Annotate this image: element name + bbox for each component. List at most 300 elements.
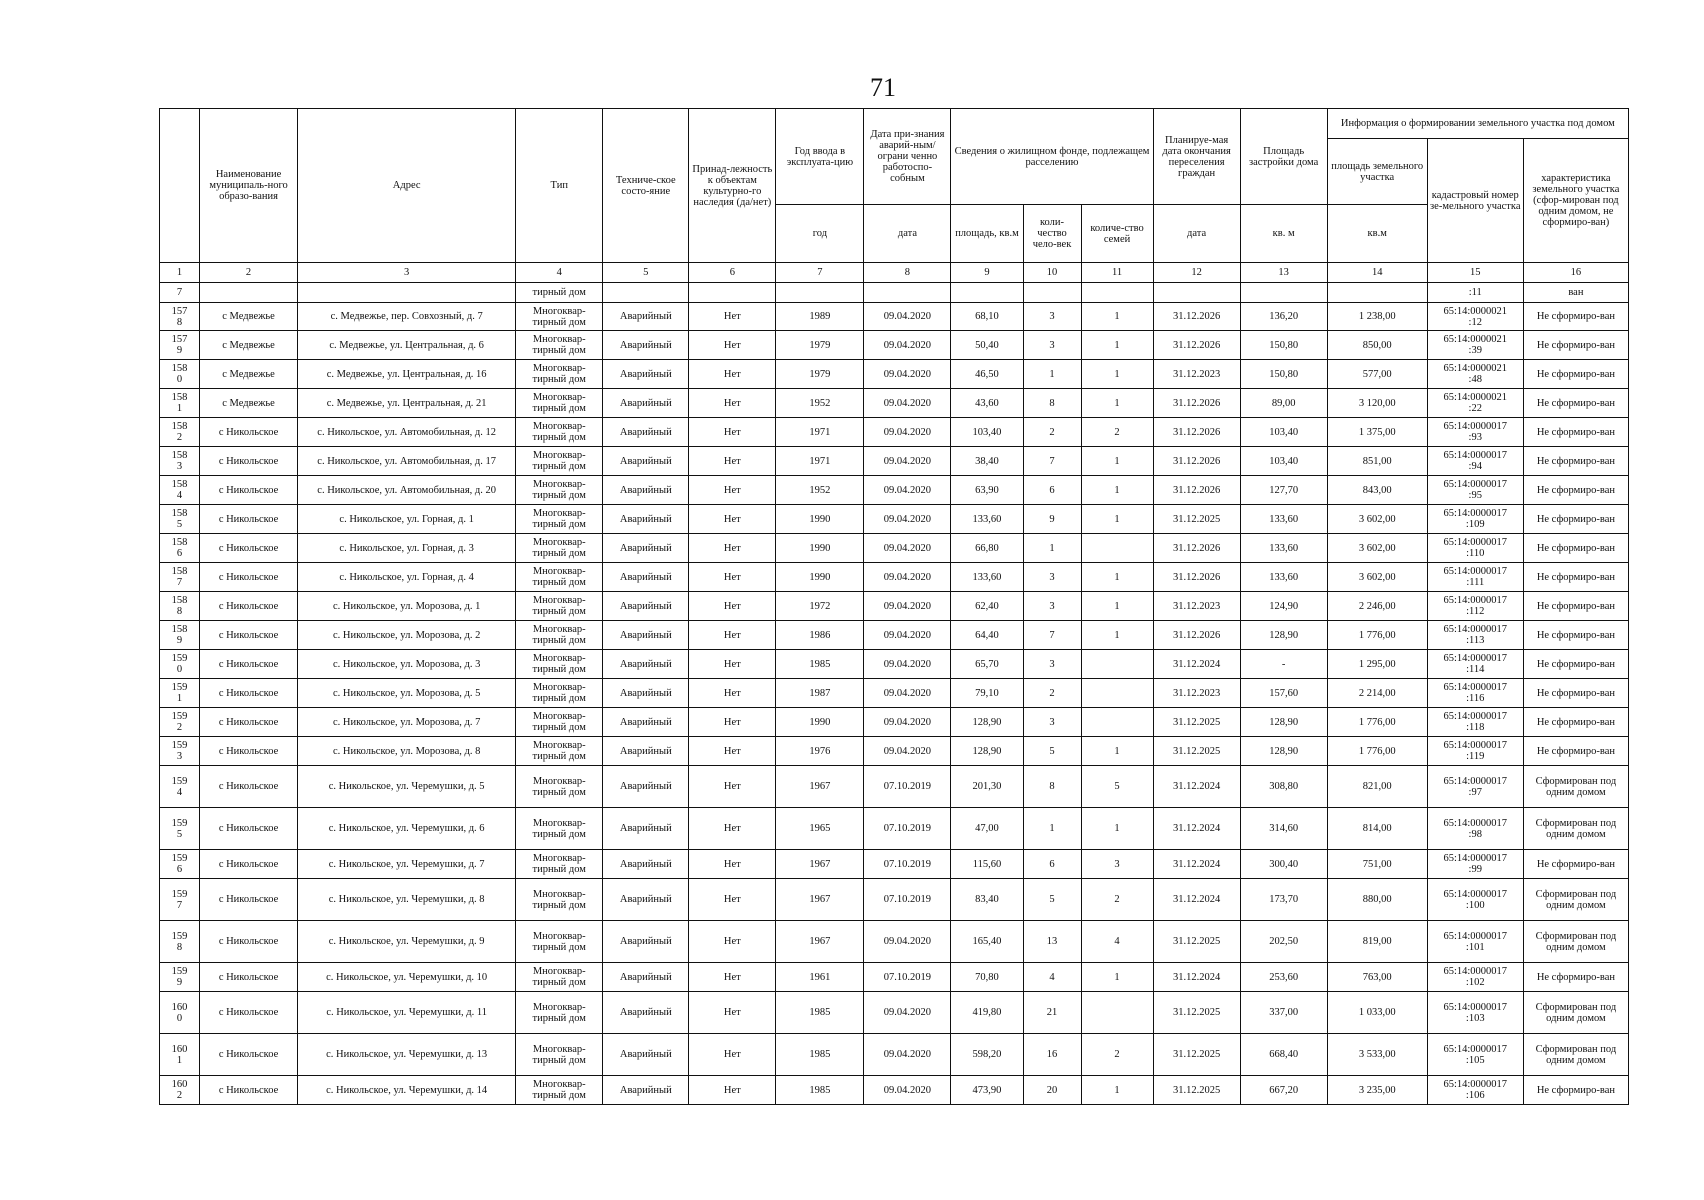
cadastral-cell: 65:14:0000017 :95: [1427, 476, 1523, 505]
people-cell: 8: [1023, 766, 1081, 808]
families-cell: 2: [1081, 1034, 1153, 1076]
column-number: 15: [1427, 263, 1523, 283]
cadastral-cell: 65:14:0000017 :93: [1427, 418, 1523, 447]
carry-cell: тирный дом: [516, 283, 603, 303]
column-number: 2: [200, 263, 298, 283]
page-number: 71: [870, 73, 896, 102]
condition-cell: Аварийный: [603, 766, 689, 808]
families-cell: 1: [1081, 1076, 1153, 1105]
families-cell: [1081, 534, 1153, 563]
families-cell: 2: [1081, 879, 1153, 921]
row-number: 158 7: [160, 563, 200, 592]
planned-date-cell: 31.12.2023: [1153, 679, 1240, 708]
address-cell: с. Медвежье, ул. Центральная, д. 21: [298, 389, 516, 418]
carry-cell: [200, 283, 298, 303]
planned-date-cell: 31.12.2024: [1153, 850, 1240, 879]
table-row: [160, 766, 1629, 808]
people-cell: 4: [1023, 963, 1081, 992]
land-area-cell: 843,00: [1327, 476, 1427, 505]
people-cell: 3: [1023, 650, 1081, 679]
municipality-cell: с Никольское: [200, 850, 298, 879]
families-cell: 1: [1081, 447, 1153, 476]
land-area-cell: 751,00: [1327, 850, 1427, 879]
column-number: 4: [516, 263, 603, 283]
date-cell: 09.04.2020: [864, 418, 951, 447]
year-cell: 1952: [776, 476, 864, 505]
area-cell: 201,30: [951, 766, 1023, 808]
land-status-cell: Не сформиро-ван: [1523, 563, 1628, 592]
table-row: [160, 447, 1629, 476]
building-area-cell: -: [1240, 650, 1327, 679]
land-status-cell: Не сформиро-ван: [1523, 1076, 1628, 1105]
families-cell: 1: [1081, 592, 1153, 621]
column-number: 1: [160, 263, 200, 283]
row-number: 160 1: [160, 1034, 200, 1076]
date-cell: 09.04.2020: [864, 534, 951, 563]
table-row: [160, 737, 1629, 766]
date-cell: 09.04.2020: [864, 992, 951, 1034]
municipality-cell: с Никольское: [200, 592, 298, 621]
planned-date-cell: 31.12.2025: [1153, 505, 1240, 534]
heritage-cell: Нет: [689, 331, 776, 360]
building-area-cell: 173,70: [1240, 879, 1327, 921]
address-cell: с. Никольское, ул. Горная, д. 3: [298, 534, 516, 563]
families-cell: 1: [1081, 737, 1153, 766]
carry-cell: [689, 283, 776, 303]
condition-cell: Аварийный: [603, 737, 689, 766]
land-status-cell: Не сформиро-ван: [1523, 418, 1628, 447]
condition-cell: Аварийный: [603, 505, 689, 534]
families-cell: 3: [1081, 850, 1153, 879]
land-status-cell: Сформирован под одним домом: [1523, 766, 1628, 808]
cadastral-cell: 65:14:0000017 :111: [1427, 563, 1523, 592]
planned-date-cell: 31.12.2025: [1153, 737, 1240, 766]
header-emergency-date: Дата при-знания аварий-ным/ограни ченно работоспо-собным: [864, 109, 951, 205]
carry-over-row: [160, 283, 1629, 303]
year-cell: 1985: [776, 650, 864, 679]
carry-cell: [298, 283, 516, 303]
cadastral-cell: 65:14:0000017 :109: [1427, 505, 1523, 534]
address-cell: с. Никольское, ул. Морозова, д. 3: [298, 650, 516, 679]
condition-cell: Аварийный: [603, 850, 689, 879]
land-area-cell: 1 375,00: [1327, 418, 1427, 447]
building-area-cell: 157,60: [1240, 679, 1327, 708]
land-area-cell: 3 602,00: [1327, 563, 1427, 592]
subheader-land-unit: кв.м: [1327, 205, 1427, 263]
heritage-cell: Нет: [689, 850, 776, 879]
area-cell: 473,90: [951, 1076, 1023, 1105]
land-area-cell: 850,00: [1327, 331, 1427, 360]
year-cell: 1967: [776, 850, 864, 879]
building-area-cell: 128,90: [1240, 621, 1327, 650]
address-cell: с. Никольское, ул. Черемушки, д. 6: [298, 808, 516, 850]
people-cell: 5: [1023, 879, 1081, 921]
year-cell: 1979: [776, 331, 864, 360]
people-cell: 3: [1023, 708, 1081, 737]
planned-date-cell: 31.12.2025: [1153, 1034, 1240, 1076]
carry-cell: [864, 283, 951, 303]
people-cell: 3: [1023, 592, 1081, 621]
table-row: [160, 879, 1629, 921]
building-area-cell: 150,80: [1240, 331, 1327, 360]
row-number: 159 9: [160, 963, 200, 992]
year-cell: 1967: [776, 879, 864, 921]
planned-date-cell: 31.12.2026: [1153, 563, 1240, 592]
condition-cell: Аварийный: [603, 563, 689, 592]
area-cell: 47,00: [951, 808, 1023, 850]
carry-cell: [1081, 283, 1153, 303]
heritage-cell: Нет: [689, 808, 776, 850]
address-cell: с. Никольское, ул. Морозова, д. 5: [298, 679, 516, 708]
date-cell: 07.10.2019: [864, 850, 951, 879]
municipality-cell: с Никольское: [200, 1034, 298, 1076]
municipality-cell: с Никольское: [200, 708, 298, 737]
date-cell: 09.04.2020: [864, 563, 951, 592]
condition-cell: Аварийный: [603, 418, 689, 447]
date-cell: 09.04.2020: [864, 708, 951, 737]
planned-date-cell: 31.12.2025: [1153, 992, 1240, 1034]
area-cell: 128,90: [951, 737, 1023, 766]
row-number: 157 9: [160, 331, 200, 360]
type-cell: Многоквар-тирный дом: [516, 563, 603, 592]
heritage-cell: Нет: [689, 360, 776, 389]
building-area-cell: 89,00: [1240, 389, 1327, 418]
municipality-cell: с Медвежье: [200, 389, 298, 418]
heritage-cell: Нет: [689, 992, 776, 1034]
table-row: [160, 1076, 1629, 1105]
date-cell: 07.10.2019: [864, 808, 951, 850]
people-cell: 3: [1023, 563, 1081, 592]
municipality-cell: с Никольское: [200, 621, 298, 650]
municipality-cell: с Никольское: [200, 505, 298, 534]
header-heritage: Принад-лежность к объектам культурно-го наследия (да/нет): [689, 109, 776, 263]
table-row: [160, 679, 1629, 708]
condition-cell: Аварийный: [603, 879, 689, 921]
people-cell: 7: [1023, 447, 1081, 476]
land-area-cell: 1 033,00: [1327, 992, 1427, 1034]
families-cell: 1: [1081, 563, 1153, 592]
row-number: 159 3: [160, 737, 200, 766]
row-number: 159 7: [160, 879, 200, 921]
land-area-cell: 821,00: [1327, 766, 1427, 808]
year-cell: 1985: [776, 1076, 864, 1105]
heritage-cell: Нет: [689, 679, 776, 708]
year-cell: 1990: [776, 505, 864, 534]
families-cell: 2: [1081, 418, 1153, 447]
date-cell: 09.04.2020: [864, 331, 951, 360]
year-cell: 1990: [776, 563, 864, 592]
address-cell: с. Никольское, ул. Автомобильная, д. 12: [298, 418, 516, 447]
land-status-cell: Не сформиро-ван: [1523, 360, 1628, 389]
cadastral-cell: 65:14:0000021 :22: [1427, 389, 1523, 418]
address-cell: с. Никольское, ул. Горная, д. 1: [298, 505, 516, 534]
address-cell: с. Никольское, ул. Черемушки, д. 14: [298, 1076, 516, 1105]
area-cell: 133,60: [951, 563, 1023, 592]
land-status-cell: Не сформиро-ван: [1523, 650, 1628, 679]
row-number: 158 1: [160, 389, 200, 418]
planned-date-cell: 31.12.2025: [1153, 1076, 1240, 1105]
land-status-cell: Не сформиро-ван: [1523, 592, 1628, 621]
type-cell: Многоквар-тирный дом: [516, 447, 603, 476]
planned-date-cell: 31.12.2024: [1153, 879, 1240, 921]
land-area-cell: 3 602,00: [1327, 534, 1427, 563]
table-row: [160, 992, 1629, 1034]
type-cell: Многоквар-тирный дом: [516, 534, 603, 563]
table-row: [160, 963, 1629, 992]
table-header: [160, 109, 1629, 303]
people-cell: 3: [1023, 331, 1081, 360]
condition-cell: Аварийный: [603, 963, 689, 992]
families-cell: 1: [1081, 303, 1153, 331]
row-number: 159 1: [160, 679, 200, 708]
people-cell: 2: [1023, 418, 1081, 447]
area-cell: 115,60: [951, 850, 1023, 879]
planned-date-cell: 31.12.2024: [1153, 650, 1240, 679]
table-row: [160, 505, 1629, 534]
condition-cell: Аварийный: [603, 1076, 689, 1105]
header-housing-info: Сведения о жилищном фонде, подлежащем расселению: [951, 109, 1153, 205]
land-status-cell: Не сформиро-ван: [1523, 303, 1628, 331]
area-cell: 598,20: [951, 1034, 1023, 1076]
table-row: [160, 476, 1629, 505]
building-area-cell: 133,60: [1240, 563, 1327, 592]
column-number: 3: [298, 263, 516, 283]
families-cell: 1: [1081, 389, 1153, 418]
address-cell: с. Никольское, ул. Черемушки, д. 11: [298, 992, 516, 1034]
row-number: 159 0: [160, 650, 200, 679]
heritage-cell: Нет: [689, 650, 776, 679]
people-cell: 1: [1023, 534, 1081, 563]
building-area-cell: 133,60: [1240, 505, 1327, 534]
header-type: Тип: [516, 109, 603, 263]
land-status-cell: Не сформиро-ван: [1523, 505, 1628, 534]
condition-cell: Аварийный: [603, 621, 689, 650]
land-area-cell: 851,00: [1327, 447, 1427, 476]
people-cell: 2: [1023, 679, 1081, 708]
municipality-cell: с Никольское: [200, 447, 298, 476]
building-area-cell: 128,90: [1240, 708, 1327, 737]
address-cell: с. Никольское, ул. Черемушки, д. 5: [298, 766, 516, 808]
type-cell: Многоквар-тирный дом: [516, 963, 603, 992]
planned-date-cell: 31.12.2026: [1153, 476, 1240, 505]
date-cell: 09.04.2020: [864, 1034, 951, 1076]
row-number: 158 6: [160, 534, 200, 563]
header-planned-date: Планируе-мая дата окончания переселения граждан: [1153, 109, 1240, 205]
carry-cell: [1327, 283, 1427, 303]
building-area-cell: 202,50: [1240, 921, 1327, 963]
carry-cell: :11: [1427, 283, 1523, 303]
land-status-cell: Сформирован под одним домом: [1523, 808, 1628, 850]
cadastral-cell: 65:14:0000017 :94: [1427, 447, 1523, 476]
year-cell: 1971: [776, 447, 864, 476]
land-status-cell: Не сформиро-ван: [1523, 850, 1628, 879]
type-cell: Многоквар-тирный дом: [516, 737, 603, 766]
cadastral-cell: 65:14:0000021 :39: [1427, 331, 1523, 360]
municipality-cell: с Никольское: [200, 737, 298, 766]
heritage-cell: Нет: [689, 708, 776, 737]
area-cell: 62,40: [951, 592, 1023, 621]
people-cell: 13: [1023, 921, 1081, 963]
land-area-cell: 3 602,00: [1327, 505, 1427, 534]
planned-date-cell: 31.12.2026: [1153, 534, 1240, 563]
people-cell: 8: [1023, 389, 1081, 418]
year-cell: 1990: [776, 708, 864, 737]
column-number: 14: [1327, 263, 1427, 283]
land-area-cell: 2 246,00: [1327, 592, 1427, 621]
address-cell: с. Никольское, ул. Морозова, д. 2: [298, 621, 516, 650]
land-status-cell: Не сформиро-ван: [1523, 737, 1628, 766]
heritage-cell: Нет: [689, 389, 776, 418]
land-status-cell: Сформирован под одним домом: [1523, 921, 1628, 963]
address-cell: с. Никольское, ул. Черемушки, д. 7: [298, 850, 516, 879]
row-number: 160 2: [160, 1076, 200, 1105]
land-area-cell: 814,00: [1327, 808, 1427, 850]
column-number: 8: [864, 263, 951, 283]
heritage-cell: Нет: [689, 476, 776, 505]
type-cell: Многоквар-тирный дом: [516, 808, 603, 850]
header-land-info: Информация о формировании земельного участка под домом: [1327, 109, 1628, 139]
planned-date-cell: 31.12.2025: [1153, 921, 1240, 963]
area-cell: 66,80: [951, 534, 1023, 563]
condition-cell: Аварийный: [603, 992, 689, 1034]
building-area-cell: 136,20: [1240, 303, 1327, 331]
cadastral-cell: 65:14:0000021 :12: [1427, 303, 1523, 331]
address-cell: с. Никольское, ул. Автомобильная, д. 20: [298, 476, 516, 505]
carry-cell: [951, 283, 1023, 303]
row-number: 159 6: [160, 850, 200, 879]
area-cell: 83,40: [951, 879, 1023, 921]
area-cell: 65,70: [951, 650, 1023, 679]
planned-date-cell: 31.12.2026: [1153, 331, 1240, 360]
date-cell: 09.04.2020: [864, 650, 951, 679]
land-status-cell: Не сформиро-ван: [1523, 534, 1628, 563]
address-cell: с. Никольское, ул. Автомобильная, д. 17: [298, 447, 516, 476]
land-area-cell: 763,00: [1327, 963, 1427, 992]
planned-date-cell: 31.12.2024: [1153, 766, 1240, 808]
cadastral-cell: 65:14:0000017 :103: [1427, 992, 1523, 1034]
column-number: 6: [689, 263, 776, 283]
families-cell: [1081, 992, 1153, 1034]
cadastral-cell: 65:14:0000017 :118: [1427, 708, 1523, 737]
building-area-cell: 124,90: [1240, 592, 1327, 621]
year-cell: 1971: [776, 418, 864, 447]
planned-date-cell: 31.12.2026: [1153, 389, 1240, 418]
date-cell: 09.04.2020: [864, 592, 951, 621]
table-row: [160, 808, 1629, 850]
type-cell: Многоквар-тирный дом: [516, 679, 603, 708]
families-cell: 4: [1081, 921, 1153, 963]
carry-cell: ван: [1523, 283, 1628, 303]
land-status-cell: Не сформиро-ван: [1523, 621, 1628, 650]
address-cell: с. Никольское, ул. Морозова, д. 1: [298, 592, 516, 621]
condition-cell: Аварийный: [603, 808, 689, 850]
cadastral-cell: 65:14:0000017 :98: [1427, 808, 1523, 850]
land-area-cell: 1 776,00: [1327, 621, 1427, 650]
date-cell: 09.04.2020: [864, 505, 951, 534]
header-municipality: Наименование муниципаль-ного образо-вания: [200, 109, 298, 263]
building-area-cell: 300,40: [1240, 850, 1327, 879]
people-cell: 16: [1023, 1034, 1081, 1076]
condition-cell: Аварийный: [603, 476, 689, 505]
land-area-cell: 1 238,00: [1327, 303, 1427, 331]
table-row: [160, 621, 1629, 650]
condition-cell: Аварийный: [603, 534, 689, 563]
housing-registry-table: [159, 108, 1629, 1105]
row-number: 158 0: [160, 360, 200, 389]
year-cell: 1985: [776, 1034, 864, 1076]
subheader-date: дата: [864, 205, 951, 263]
building-area-cell: 337,00: [1240, 992, 1327, 1034]
table-row: [160, 1034, 1629, 1076]
carry-cell: [1023, 283, 1081, 303]
condition-cell: Аварийный: [603, 650, 689, 679]
planned-date-cell: 31.12.2024: [1153, 963, 1240, 992]
area-cell: 103,40: [951, 418, 1023, 447]
area-cell: 38,40: [951, 447, 1023, 476]
column-number: 11: [1081, 263, 1153, 283]
families-cell: [1081, 650, 1153, 679]
people-cell: 3: [1023, 303, 1081, 331]
land-area-cell: 880,00: [1327, 879, 1427, 921]
heritage-cell: Нет: [689, 879, 776, 921]
year-cell: 1990: [776, 534, 864, 563]
municipality-cell: с Никольское: [200, 1076, 298, 1105]
heritage-cell: Нет: [689, 418, 776, 447]
row-number: 159 5: [160, 808, 200, 850]
area-cell: 79,10: [951, 679, 1023, 708]
subheader-year: год: [776, 205, 864, 263]
land-status-cell: Не сформиро-ван: [1523, 447, 1628, 476]
cadastral-cell: 65:14:0000017 :114: [1427, 650, 1523, 679]
cadastral-cell: 65:14:0000017 :112: [1427, 592, 1523, 621]
families-cell: [1081, 708, 1153, 737]
heritage-cell: Нет: [689, 963, 776, 992]
area-cell: 165,40: [951, 921, 1023, 963]
header-cadastral: кадастровый номер зе-мельного участка: [1427, 139, 1523, 263]
area-cell: 419,80: [951, 992, 1023, 1034]
row-number: 158 8: [160, 592, 200, 621]
row-number: 159 8: [160, 921, 200, 963]
planned-date-cell: 31.12.2023: [1153, 592, 1240, 621]
municipality-cell: с Никольское: [200, 650, 298, 679]
address-cell: с. Никольское, ул. Морозова, д. 7: [298, 708, 516, 737]
municipality-cell: с Медвежье: [200, 331, 298, 360]
type-cell: Многоквар-тирный дом: [516, 1034, 603, 1076]
area-cell: 63,90: [951, 476, 1023, 505]
heritage-cell: Нет: [689, 447, 776, 476]
building-area-cell: 253,60: [1240, 963, 1327, 992]
type-cell: Многоквар-тирный дом: [516, 389, 603, 418]
table-row: [160, 708, 1629, 737]
municipality-cell: с Никольское: [200, 808, 298, 850]
planned-date-cell: 31.12.2023: [1153, 360, 1240, 389]
building-area-cell: 150,80: [1240, 360, 1327, 389]
cadastral-cell: 65:14:0000017 :110: [1427, 534, 1523, 563]
row-number: 157 8: [160, 303, 200, 331]
cadastral-cell: 65:14:0000021 :48: [1427, 360, 1523, 389]
people-cell: 6: [1023, 850, 1081, 879]
cadastral-cell: 65:14:0000017 :113: [1427, 621, 1523, 650]
address-cell: с. Никольское, ул. Морозова, д. 8: [298, 737, 516, 766]
building-area-cell: 128,90: [1240, 737, 1327, 766]
condition-cell: Аварийный: [603, 708, 689, 737]
land-status-cell: Сформирован под одним домом: [1523, 1034, 1628, 1076]
building-area-cell: 133,60: [1240, 534, 1327, 563]
column-number-row: [160, 263, 1629, 283]
heritage-cell: Нет: [689, 563, 776, 592]
row-number: 158 3: [160, 447, 200, 476]
row-number: 158 2: [160, 418, 200, 447]
